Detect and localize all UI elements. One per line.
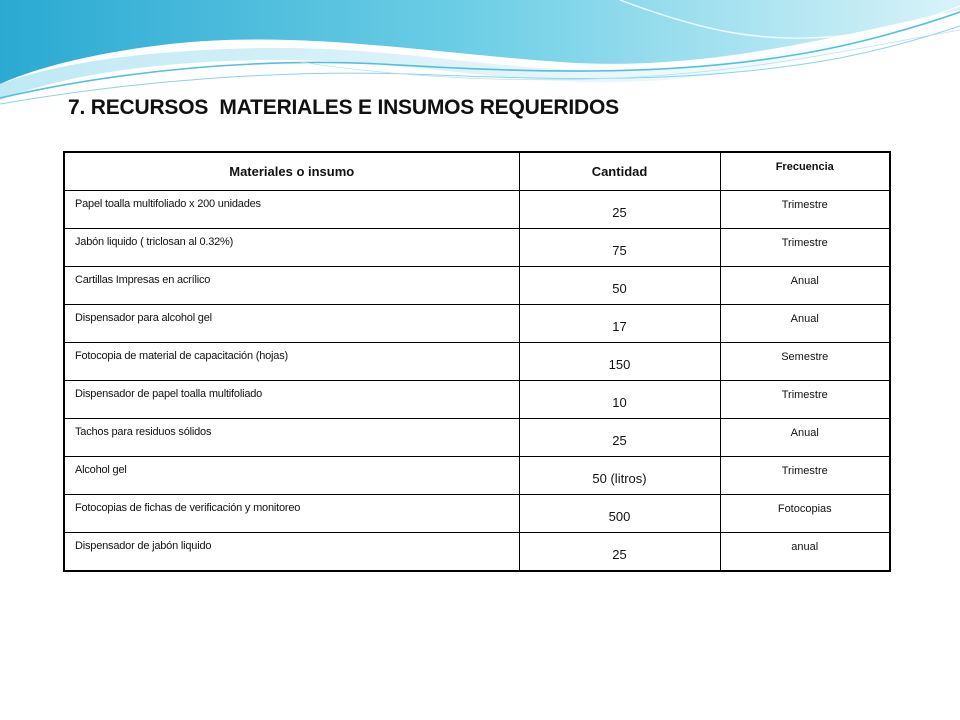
cell-material: Dispensador de jabón liquido bbox=[64, 533, 519, 572]
cell-cantidad: 500 bbox=[519, 495, 720, 533]
cell-cantidad: 50 bbox=[519, 267, 720, 305]
table-row bbox=[64, 533, 890, 572]
table-row bbox=[64, 305, 890, 343]
table-header-row bbox=[64, 152, 890, 191]
cell-material: Dispensador para alcohol gel bbox=[64, 305, 519, 343]
cell-cantidad: 150 bbox=[519, 343, 720, 381]
cell-frecuencia: Fotocopias bbox=[720, 495, 890, 533]
cell-material: Fotocopias de fichas de verificación y monitoreo bbox=[64, 495, 519, 533]
cell-frecuencia: anual bbox=[720, 533, 890, 572]
header-materiales: Materiales o insumo bbox=[64, 152, 519, 191]
table-row bbox=[64, 419, 890, 457]
table-row bbox=[64, 229, 890, 267]
cell-cantidad: 25 bbox=[519, 533, 720, 572]
cell-frecuencia: Semestre bbox=[720, 343, 890, 381]
cell-cantidad: 17 bbox=[519, 305, 720, 343]
cell-frecuencia: Anual bbox=[720, 267, 890, 305]
header-frecuencia: Frecuencia bbox=[720, 152, 890, 191]
cell-cantidad: 25 bbox=[519, 191, 720, 229]
cell-frecuencia: Anual bbox=[720, 305, 890, 343]
cell-frecuencia: Trimestre bbox=[720, 229, 890, 267]
cell-frecuencia: Trimestre bbox=[720, 191, 890, 229]
table-row bbox=[64, 191, 890, 229]
table-row bbox=[64, 457, 890, 495]
cell-cantidad: 75 bbox=[519, 229, 720, 267]
cell-material: Papel toalla multifoliado x 200 unidades bbox=[64, 191, 519, 229]
cell-material: Cartillas Impresas en acrílico bbox=[64, 267, 519, 305]
cell-material: Jabón liquido ( triclosan al 0.32%) bbox=[64, 229, 519, 267]
cell-frecuencia: Trimestre bbox=[720, 457, 890, 495]
cell-frecuencia: Anual bbox=[720, 419, 890, 457]
cell-material: Dispensador de papel toalla multifoliado bbox=[64, 381, 519, 419]
cell-material: Fotocopia de material de capacitación (hojas) bbox=[64, 343, 519, 381]
table-row bbox=[64, 267, 890, 305]
cell-material: Tachos para residuos sólidos bbox=[64, 419, 519, 457]
table-row bbox=[64, 495, 890, 533]
cell-cantidad: 10 bbox=[519, 381, 720, 419]
cell-cantidad: 50 (litros) bbox=[519, 457, 720, 495]
materials-table bbox=[63, 151, 891, 572]
table-row bbox=[64, 343, 890, 381]
table-row bbox=[64, 381, 890, 419]
cell-cantidad: 25 bbox=[519, 419, 720, 457]
cell-frecuencia: Trimestre bbox=[720, 381, 890, 419]
cell-material: Alcohol gel bbox=[64, 457, 519, 495]
header-cantidad: Cantidad bbox=[519, 152, 720, 191]
slide-title: 7. RECURSOS MATERIALES E INSUMOS REQUERIDOS bbox=[68, 96, 619, 119]
